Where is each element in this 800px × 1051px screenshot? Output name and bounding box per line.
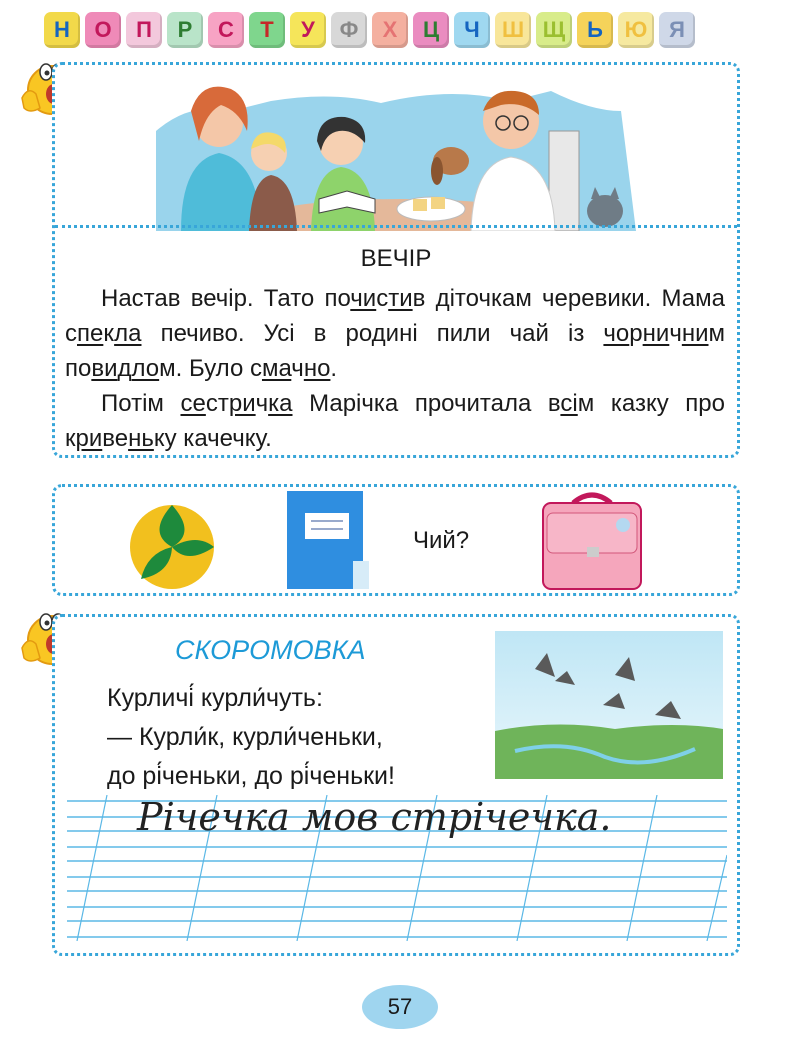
handwriting-sample: Річечка мов стрічечка. (137, 795, 612, 839)
story-paragraph-2: Потім сестричка Марічка прочитала всім казку про кривеньку качечку. (65, 390, 725, 452)
alphabet-letter-tile: О (85, 12, 121, 48)
tongue-twister-poem (107, 679, 395, 796)
alphabet-letter-tile: Ч (454, 12, 490, 48)
section-divider (55, 225, 737, 228)
alphabet-letter-tile: Т (249, 12, 285, 48)
page-number: 57 (362, 985, 438, 1029)
alphabet-letter-tile: Н (44, 12, 80, 48)
story-paragraph-1: Настав вечір. Тато почистив діточкам черевики. Мама спекла печиво. Усі в родині пили чай із чорничним повидлом. Було смачно. (65, 285, 725, 382)
school-bag-icon (537, 489, 647, 593)
poem-line: Курличі́ курли́чуть: (107, 684, 323, 712)
cranes-landscape-image (495, 631, 723, 779)
family-evening-illustration (151, 71, 641, 231)
alphabet-letter-tile: Щ (536, 12, 572, 48)
alphabet-letter-tile: Р (167, 12, 203, 48)
volleyball-icon (127, 503, 217, 591)
alphabet-letter-tile: С (208, 12, 244, 48)
alphabet-letter-tile: Ц (413, 12, 449, 48)
alphabet-letter-tile: Ю (618, 12, 654, 48)
story-title: ВЕЧІР (360, 245, 432, 272)
alphabet-letter-tile: У (290, 12, 326, 48)
alphabet-letter-tile: Ф (331, 12, 367, 48)
story-text (65, 281, 725, 456)
question-label: Чий? (413, 527, 470, 554)
poem-line: до рі́ченьки, до рі́ченьки! (107, 762, 395, 790)
poem-line: — Курли́к, курли́ченьки, (107, 723, 383, 751)
alphabet-strip (44, 12, 744, 52)
notebook-icon (287, 491, 369, 589)
alphabet-letter-tile: Ь (577, 12, 613, 48)
objects-panel (52, 484, 740, 596)
story-panel (52, 62, 740, 458)
alphabet-letter-tile: Я (659, 12, 695, 48)
tongue-twister-title: СКОРОМОВКА (175, 635, 366, 665)
alphabet-letter-tile: Х (372, 12, 408, 48)
alphabet-letter-tile: Ш (495, 12, 531, 48)
alphabet-letter-tile: П (126, 12, 162, 48)
handwriting-lines (67, 795, 727, 941)
tongue-twister-panel (52, 614, 740, 956)
